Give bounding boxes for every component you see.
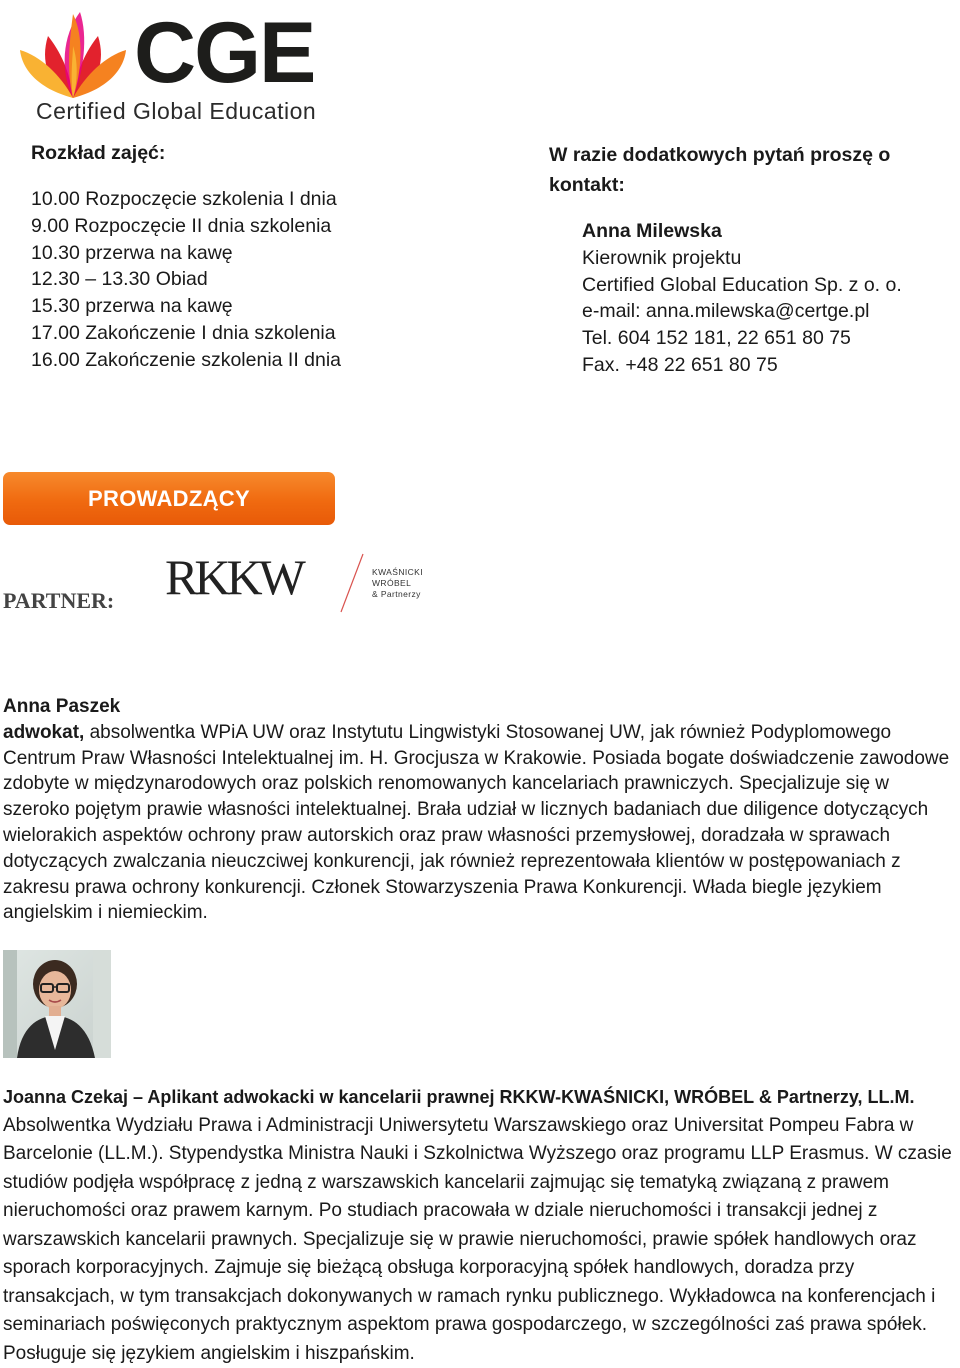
contact-role: Kierownik projektu [582,245,949,272]
partner-logo-mark: RKKW [165,552,302,602]
schedule-list [31,186,501,374]
contact-email[interactable]: e-mail: anna.milewska@certge.pl [582,298,949,325]
logo-tagline: Certified Global Education [36,100,316,123]
schedule-item: 10.30 przerwa na kawę [31,240,501,267]
contact-fax: Fax. +48 22 651 80 75 [582,352,949,379]
partner-logo-subtitle [372,567,423,600]
cge-logo [18,6,308,126]
contact-section [549,140,949,379]
schedule-item: 10.00 Rozpoczęcie szkolenia I dnia [31,186,501,213]
partner-logo-sub-line: & Partnerzy [372,589,423,600]
schedule-title: Rozkład zajęć: [31,140,501,166]
contact-card [582,218,949,379]
bio-name: Anna Paszek [3,694,958,720]
schedule-item: 17.00 Zakończenie I dnia szkolenia [31,320,501,347]
logo-wordmark: CGE [134,10,314,96]
bio-anna-paszek [3,694,958,926]
schedule-item: 16.00 Zakończenie szkolenia II dnia [31,347,501,374]
contact-phone: Tel. 604 152 181, 22 651 80 75 [582,325,949,352]
portrait-photo [3,950,111,1058]
bio-paragraph: Absolwentka Wydziału Prawa i Administracji Uniwersytetu Warszawskiego oraz Universitat Pompeu Fabra w Barcelonie (LL.M.). Stypendystka Ministra Nauki i Szkolnictwa Wyższego oraz programu LLP Erasmus. W czasie studiów podjęła współpracę z jedną z warszawskich kancelarii zajmując się tematyką związaną z prawem nieruchomości oraz prawem karnym. Po studiach pracowała w dziale nieruchomości i transakcji jednej z warszawskich kancelarii prawnych. Specjalizuje się w prawie nieruchomości, prawie spółek handlowych oraz sporach korporacyjnych. Zajmuje się bieżącą obsługa korporacyjną spółek handlowych, doradza przy transakcjach, w tym transakcjach dokonywanych w ramach rynku publicznego. Wykładowca na konferencjach i seminariach poświęconych praktycznym aspektom prawa gospodarczego, w szczególności zaś prawa spółek. Posługuje się językiem angielskim i hiszpańskim. [3,1112,958,1368]
partner-logo [165,550,425,616]
partner-logo-divider-icon [337,552,367,614]
prowadzacy-banner: PROWADZĄCY [3,472,335,525]
bio-text: absolwentka WPiA UW oraz Instytutu Lingwistyki Stosowanej UW, jak również Podyplomowego Centrum Praw Własności Intelektualnej im. H. Grocjusza w Krakowie. Posiada bogate doświadczenie zawodowe zdobyte w międzynarodowych oraz polskich renomowanych kancelariach prawniczych. Specjalizuje się w szeroko pojętym prawie własności intelektualnej. Brała udział w licznych badaniach due diligence dotyczących wielorakich aspektów ochrony praw autorskich oraz praw własności przemysłowej, doradzała w sprawach dotyczących zwalczania nieuczciwej konkurencji, jak również reprezentowała klientów w postępowaniach z zakresu prawa ochrony konkurencji. Członek Stowarzyszenia Prawa Konkurencji. Włada biegle językiem angielskim i niemieckim. [3,722,949,924]
contact-company: Certified Global Education Sp. z o. o. [582,272,949,299]
bio-joanna-czekaj [3,1083,958,1368]
contact-title: W razie dodatkowych pytań proszę o kontakt: [549,140,949,200]
partner-label: PARTNER: [3,588,114,614]
schedule-item: 9.00 Rozpoczęcie II dnia szkolenia [31,213,501,240]
schedule-item: 15.30 przerwa na kawę [31,293,501,320]
partner-logo-sub-line: WRÓBEL [372,578,423,589]
partner-logo-sub-line: KWAŚNICKI [372,567,423,578]
bio-heading: Joanna Czekaj – Aplikant adwokacki w kancelarii prawnej RKKW-KWAŚNICKI, WRÓBEL & Partnerzy, LL.M. [3,1083,958,1112]
bio-title: adwokat, [3,722,84,743]
contact-name: Anna Milewska [582,218,949,245]
schedule-item: 12.30 – 13.30 Obiad [31,266,501,293]
flower-icon [18,6,128,102]
schedule-section [31,140,501,374]
bio-paragraph [3,720,958,926]
